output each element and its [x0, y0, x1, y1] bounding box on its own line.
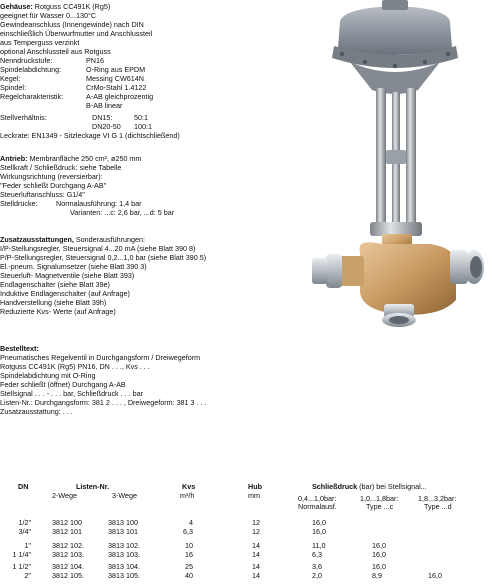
cell-kvs: 4: [189, 518, 193, 527]
cell-2wege: 3812 101: [52, 527, 82, 536]
spec-value: B-AB linear: [86, 101, 123, 110]
antrieb-line: Steuerluftanschluss: G1/4": [0, 190, 85, 199]
cell-3wege: 3813 104.: [108, 562, 140, 571]
spec-line: Gewindeanschluss (Innengewinde) nach DIN: [0, 20, 144, 29]
stelldruck-value: Normalausführung: 1,4 bar: [56, 199, 142, 208]
col-sub2b: Type ...c: [366, 502, 394, 511]
antrieb-value: Membranfläche 250 cm², ø250 mm: [29, 154, 142, 163]
spec-line: optional Anschlussteil aus Rotguss: [0, 47, 111, 56]
cell-dn: 1/2": [18, 518, 31, 527]
zusatz-label-rest: Sonderausführungen:: [73, 235, 146, 244]
spec-line: aus Temperguss verzinkt: [0, 38, 80, 47]
bestell-line: Stellsignal . . . - . . . bar, Schließdruck . . . bar: [0, 389, 144, 398]
tailpiece-left: [312, 258, 328, 284]
spec-label: Regelcharakteristik:: [0, 92, 64, 101]
col-sub1b: Normalausf.: [298, 502, 337, 511]
cell-dn: 2": [24, 571, 31, 580]
cell-s2: 8,9: [372, 571, 382, 580]
cell-dn: 1 1/4": [12, 550, 31, 559]
zusatz-item: Reduzierte Kvs- Werte (auf Anfrage): [0, 307, 116, 316]
spec-label: Kegel:: [0, 74, 21, 83]
cell-kvs: 40: [185, 571, 193, 580]
antrieb-line: [0, 154, 141, 163]
spec-line: geeignet für Wasser 0...130°C: [0, 11, 97, 20]
control-valve-illustration: [290, 0, 490, 330]
bestell-line: Listen-Nr.: Durchgangsform: 381 2 . . . , Dreiwegeform: 381 3 . . .: [0, 398, 207, 407]
bestell-line: Zusatzausstattung: . . .: [0, 407, 73, 416]
zusatz-item: I/P-Stellungsregler, Steuersignal 4...20 mA (siehe Blatt 390 8): [0, 244, 196, 253]
spec-value: PN16: [86, 56, 104, 65]
cell-3wege: 3813 101: [108, 527, 138, 536]
cell-3wege: 3813 100: [108, 518, 138, 527]
valve-body: [359, 242, 456, 315]
spec-label: Spindel:: [0, 83, 26, 92]
stelldruck-value: Varianten: ...c: 2,6 bar, ...d: 5 bar: [70, 208, 175, 217]
cell-s2: 16,0: [372, 541, 386, 550]
zusatz-item: Steuerluft- Magnetventile (siehe Blatt 393): [0, 271, 135, 280]
stellverh-val: 100:1: [134, 122, 152, 131]
zusatz-item: Handverstellung (siehe Blatt 39h): [0, 298, 107, 307]
zusatz-heading: [0, 235, 145, 244]
schliess-bold: Schließdruck: [312, 482, 358, 491]
bestell-line: Feder schließt (öffnet) Durchgang A-AB: [0, 380, 126, 389]
schliess-rest: (bar) bei Stellsignal...: [357, 482, 427, 491]
spec-label: Spindelabdichtung:: [0, 65, 62, 74]
cell-hub: 14: [252, 541, 260, 550]
bestell-line: Spindelabdichtung mit O-Ring: [0, 371, 96, 380]
col-header-listen: Listen-Nr.: [76, 482, 110, 491]
zusatz-label: Zusatzausstattungen,: [0, 235, 74, 244]
zusatz-item: El.-pneum. Signalumsetzer (siehe Blatt 390 3): [0, 262, 147, 271]
cell-hub: 12: [252, 527, 260, 536]
spec-value: CrMo-Stahl 1.4122: [86, 83, 147, 92]
stem-coupling: [386, 150, 406, 164]
cell-s2: 16,0: [372, 562, 386, 571]
antrieb-line: "Feder schließt Durchgang A-AB": [0, 181, 107, 190]
stellverh-dn: DN15:: [92, 113, 113, 122]
col-header-schliess: [312, 482, 427, 491]
cell-dn: 3/4": [18, 527, 31, 536]
zusatz-item: Endlagenschalter (siehe Blatt 39e): [0, 280, 110, 289]
yoke-base: [370, 222, 422, 236]
cell-kvs: 10: [185, 541, 193, 550]
col-sub3: 1,8...3,2bar:: [418, 494, 457, 503]
bestell-label: Bestelltext:: [0, 344, 39, 353]
col-header-hub-unit: mm: [248, 491, 260, 500]
col-sub2: 1,0...1,8bar:: [360, 494, 399, 503]
cell-kvs: 6,3: [183, 527, 193, 536]
spec-value: Messing CW614N: [86, 74, 144, 83]
col-header-3wege: 3-Wege: [112, 491, 138, 500]
cell-3wege: 3813 105.: [108, 571, 140, 580]
cell-3wege: 3813 103.: [108, 550, 140, 559]
cell-s1: 3,6: [312, 562, 322, 571]
zusatz-item: P/P-Stellungsregler, Steuersignal 0,2...1,0 bar (siehe Blatt 390 5): [0, 253, 207, 262]
spec-label: Nenndruckstufe:: [0, 56, 53, 65]
cell-dn: 1": [24, 541, 31, 550]
bestell-line: Rotguss CC491K (Rg5) PN16, DN . . ., Kvs . . .: [0, 362, 150, 371]
gehause-value: Rotguss CC491K (Rg5): [34, 2, 111, 11]
actuator-dome: [338, 6, 452, 55]
bestell-heading: [0, 344, 39, 353]
cell-s2: 16,0: [372, 550, 386, 559]
col-header-kvs: Kvs: [182, 482, 196, 491]
spec-line: einschließlich Überwurfmutter und Anschlussteil: [0, 29, 153, 38]
cell-s1: 2,0: [312, 571, 322, 580]
spec-value: A-AB gleichprozentig: [86, 92, 154, 101]
cell-kvs: 25: [185, 562, 193, 571]
bestell-line: Pneumatisches Regelventil in Durchgangsform / Dreiwegeform: [0, 353, 201, 362]
cell-kvs: 16: [185, 550, 193, 559]
cell-hub: 14: [252, 571, 260, 580]
antrieb-line: Wirkungsrichtung (reversierbar):: [0, 172, 103, 181]
cell-s1: 6,3: [312, 550, 322, 559]
leckrate: Leckrate: EN1349 - Sitzleckage VI G 1 (dichtschließend): [0, 131, 180, 140]
cell-2wege: 3812 102.: [52, 541, 84, 550]
antrieb-label: Antrieb:: [0, 154, 28, 163]
stellverh-dn: DN20-50: [92, 122, 121, 131]
cell-s1: 11,0: [312, 541, 326, 550]
union-nut-left: [326, 254, 342, 288]
yoke-pillar-right: [406, 88, 416, 228]
stellverh-val: 50:1: [134, 113, 148, 122]
cell-s1: 16,0: [312, 527, 326, 536]
col-sub1: 0,4...1,0bar:: [298, 494, 337, 503]
cell-2wege: 3812 104.: [52, 562, 84, 571]
cell-2wege: 3812 103.: [52, 550, 84, 559]
cell-s1: 16,0: [312, 518, 326, 527]
cell-hub: 12: [252, 518, 260, 527]
air-connection: [382, 0, 408, 10]
cell-2wege: 3812 105.: [52, 571, 84, 580]
cell-hub: 14: [252, 550, 260, 559]
cell-2wege: 3812 100: [52, 518, 82, 527]
yoke-pillar-left: [376, 88, 386, 228]
cell-dn: 1 1/2": [12, 562, 31, 571]
gehause-line: [0, 2, 110, 11]
col-header-2wege: 2-Wege: [52, 491, 78, 500]
spec-value: O-Ring aus EPDM: [86, 65, 146, 74]
col-header-kvs-unit: m³/h: [180, 491, 195, 500]
col-header-hub: Hub: [248, 482, 262, 491]
valve-stem: [392, 92, 400, 242]
col-sub3b: Type ...d: [424, 502, 452, 511]
stellverh-label: Stellverhältnis:: [0, 113, 47, 122]
gehause-label: Gehäuse:: [0, 2, 33, 11]
cell-hub: 14: [252, 562, 260, 571]
cell-3wege: 3813 102.: [108, 541, 140, 550]
stelldruck-label: Stelldrücke:: [0, 199, 38, 208]
antrieb-line: Stellkraft / Schließdruck: siehe Tabelle: [0, 163, 122, 172]
cell-s3: 16,0: [428, 571, 442, 580]
zusatz-item: Induktive Endlagenschalter (auf Anfrage): [0, 289, 130, 298]
col-header-dn: DN: [18, 482, 29, 491]
